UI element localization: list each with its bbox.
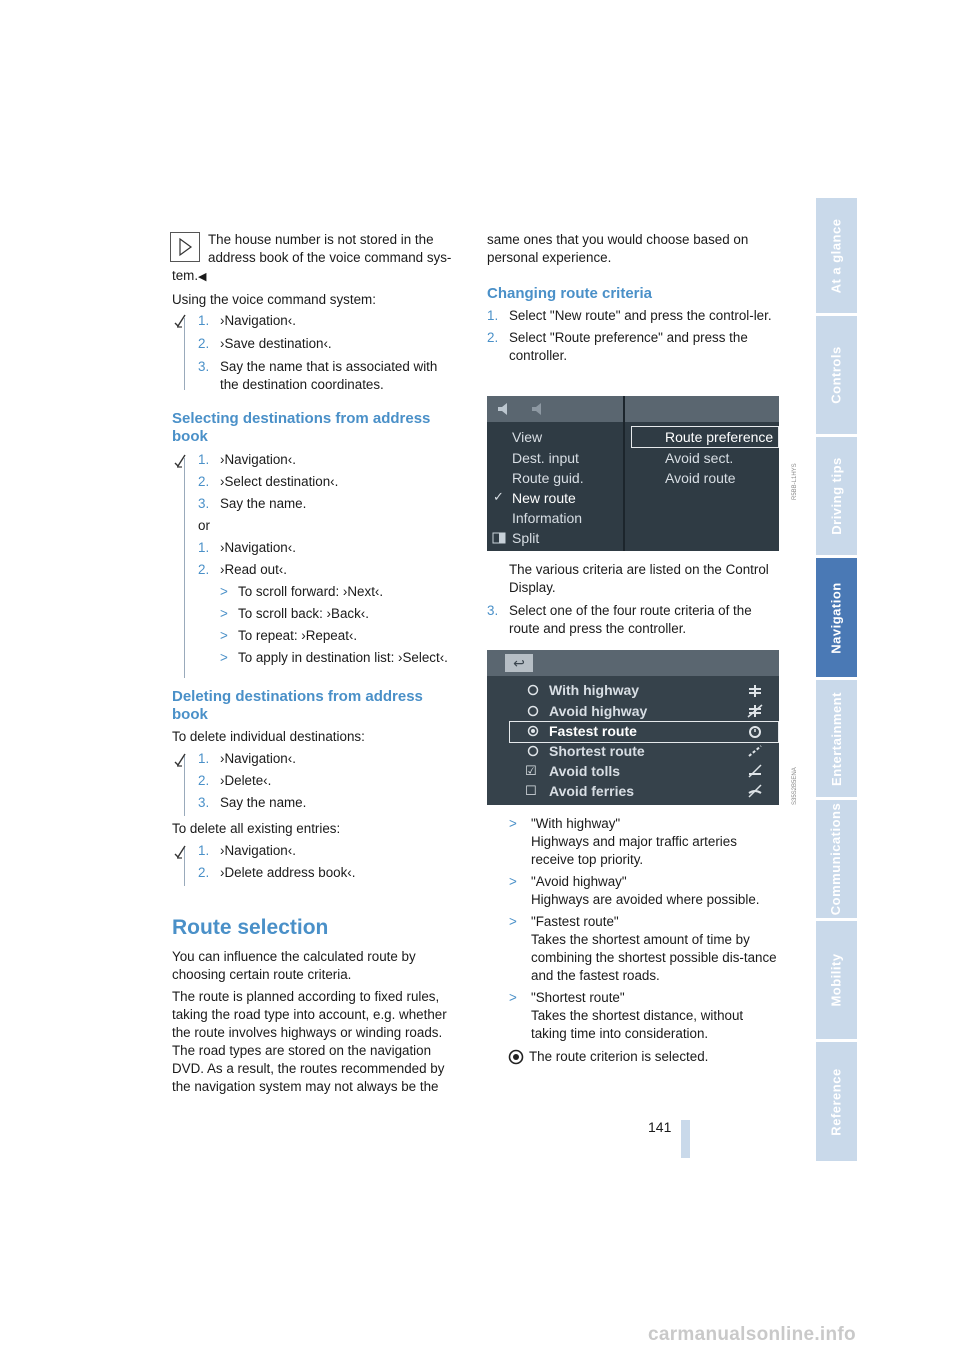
step-item: 2. ›Select destination‹. <box>198 474 339 489</box>
sub-item: > To repeat: ›Repeat‹. <box>220 628 358 643</box>
shortest-distance-icon <box>747 744 763 758</box>
check-icon: ✓ <box>493 489 504 504</box>
voice-command-icon <box>173 313 187 329</box>
criteria-option: Fastest route <box>549 723 637 739</box>
criteria-option: Avoid tolls <box>549 763 621 779</box>
criteria-item: > "Fastest route" Takes the shortest amount of time by combining the shortest possible dis-tance and the fastest roads. <box>509 914 777 983</box>
step-item: 1. Select "New route" and press the control-ler. <box>487 308 772 323</box>
criteria-list <box>509 815 779 1043</box>
control-display-menu-screenshot <box>487 396 779 551</box>
step-item: 1. ›Navigation‹. <box>198 843 296 858</box>
ferry-icon <box>747 784 763 798</box>
screen-menu-item: Avoid sect. <box>665 450 734 466</box>
tab-communications[interactable]: Communications <box>816 800 857 918</box>
step-item: 2. ›Delete‹. <box>198 773 272 788</box>
selected-radio-icon <box>508 1049 524 1065</box>
radio-empty-icon <box>527 684 539 696</box>
heading-changing-route-criteria: Changing route criteria <box>487 285 653 302</box>
heading-deleting-destinations: Deleting destinations from address book <box>172 688 423 723</box>
criteria-listed-text: The various criteria are listed on the Control Display. <box>509 562 769 595</box>
criteria-item: > "Shortest route" Takes the shortest distance, without taking time into consideration. <box>509 990 744 1041</box>
step-item: 3. Select one of the four route criteria of the route and press the controller. <box>487 603 752 636</box>
screen-menu-item: Split <box>512 530 540 546</box>
image-code: S35S2B5ENA <box>792 767 798 805</box>
step-item: 2. Select "Route preference" and press the controller. <box>487 330 748 363</box>
voice-steps-save <box>198 312 458 394</box>
split-icon <box>492 532 506 544</box>
sub-item: > To apply in destination list: ›Select‹. <box>220 650 448 665</box>
selected-note: The route criterion is selected. <box>529 1049 709 1064</box>
tab-mobility[interactable]: Mobility <box>816 921 857 1039</box>
or-text: or <box>198 518 210 533</box>
step-item: 2. ›Delete address book‹. <box>198 865 356 880</box>
route-paragraph-1: You can influence the calculated route by choosing certain route criteria. <box>172 949 416 982</box>
screen-menu-item: Information <box>512 510 583 526</box>
step-item: 1. ›Navigation‹. <box>198 452 296 467</box>
radio-selected-icon <box>527 725 539 737</box>
step-item: 3. Say the name that is associated with the destination coordinates. <box>198 359 438 392</box>
toll-icon <box>747 764 763 778</box>
tab-entertainment[interactable]: Entertainment <box>816 680 857 797</box>
criteria-option: Avoid highway <box>549 703 648 719</box>
end-mark: ◀ <box>198 271 207 283</box>
route-steps <box>487 307 779 365</box>
heading-selecting-destinations: Selecting destinations from address book <box>172 410 431 445</box>
continued-text: same ones that you would choose based on personal experience. <box>487 232 749 265</box>
speaker-icon <box>529 400 547 418</box>
tab-reference[interactable]: Reference <box>816 1042 857 1161</box>
step-item: 1. ›Navigation‹. <box>198 313 296 328</box>
delete-all-intro: To delete all existing entries: <box>172 821 341 836</box>
speaker-icon <box>495 400 513 418</box>
tab-controls[interactable]: Controls <box>816 316 857 434</box>
voice-command-icon <box>173 752 187 768</box>
image-code: R5BB-L1HYS <box>792 463 798 500</box>
radio-empty-icon <box>527 705 539 717</box>
note-line-2: address book of the voice command sys- <box>208 250 452 265</box>
step-item: 2. ›Save destination‹. <box>198 336 332 351</box>
voice-command-icon <box>173 844 187 860</box>
step-item: 3. Say the name. <box>198 496 307 511</box>
voice-intro: Using the voice command system: <box>172 292 376 307</box>
voice-command-icon <box>173 453 187 469</box>
heading-route-selection: Route selection <box>172 916 329 939</box>
tab-driving-tips[interactable]: Driving tips <box>816 437 857 555</box>
step-item: 1. ›Navigation‹. <box>198 540 296 555</box>
voice-steps-delete <box>198 750 458 812</box>
screen-menu-item: Route preference <box>665 429 774 445</box>
note-line-1: The house number is not stored in the <box>208 232 434 247</box>
route-paragraph-2: The route is planned according to fixed rules, taking the road type into account, e.g. whether the route involves highways or winding roads. The road types are stored on the navigation DVD. As a result, the routes recommended by the navigation system may not always be the <box>172 989 447 1094</box>
radio-empty-icon <box>527 745 539 757</box>
delete-intro: To delete individual destinations: <box>172 729 365 744</box>
highway-icon <box>747 684 763 698</box>
screen-menu-item: Avoid route <box>665 470 736 486</box>
step-item: 2. ›Read out‹. <box>198 562 287 577</box>
screen-menu-item: Dest. input <box>512 450 579 466</box>
back-arrow-icon: ↩ <box>505 654 533 672</box>
step-item: 1. ›Navigation‹. <box>198 751 296 766</box>
voice-steps-delete-all <box>198 842 458 882</box>
criteria-option: Shortest route <box>549 743 645 759</box>
sub-item: > To scroll back: ›Back‹. <box>220 606 369 621</box>
voice-steps-select <box>198 451 468 667</box>
stopwatch-icon <box>747 724 763 738</box>
page-marker-bar <box>681 1120 690 1158</box>
side-tab-bar <box>816 198 857 1161</box>
note-line-3: tem.◀ <box>172 268 207 283</box>
checkbox-checked-icon: ☑ <box>525 763 537 778</box>
step-item: 3. Say the name. <box>198 795 307 810</box>
criteria-option: With highway <box>549 682 640 698</box>
route-criteria-screenshot <box>487 650 779 805</box>
screen-menu-item: New route <box>512 490 576 506</box>
screen-menu-item: View <box>512 429 543 445</box>
screen-divider <box>623 396 625 551</box>
tab-navigation[interactable]: Navigation <box>816 558 857 677</box>
voice-block-divider <box>184 458 185 678</box>
route-step-3 <box>487 602 779 638</box>
criteria-item: > "With highway" Highways and major traffic arteries receive top priority. <box>509 816 737 867</box>
sub-item: > To scroll forward: ›Next‹. <box>220 584 384 599</box>
page-number: 141 <box>648 1119 672 1135</box>
screen-menu-item: Route guid. <box>512 470 584 486</box>
watermark: carmanualsonline.info <box>648 1324 856 1345</box>
checkbox-empty-icon: ☐ <box>525 783 537 798</box>
note-triangle-icon <box>170 232 200 262</box>
avoid-highway-icon <box>747 704 763 718</box>
tab-at-a-glance[interactable]: At a glance <box>816 198 857 313</box>
criteria-item: > "Avoid highway" Highways are avoided where possible. <box>509 874 760 907</box>
criteria-option: Avoid ferries <box>549 783 635 799</box>
